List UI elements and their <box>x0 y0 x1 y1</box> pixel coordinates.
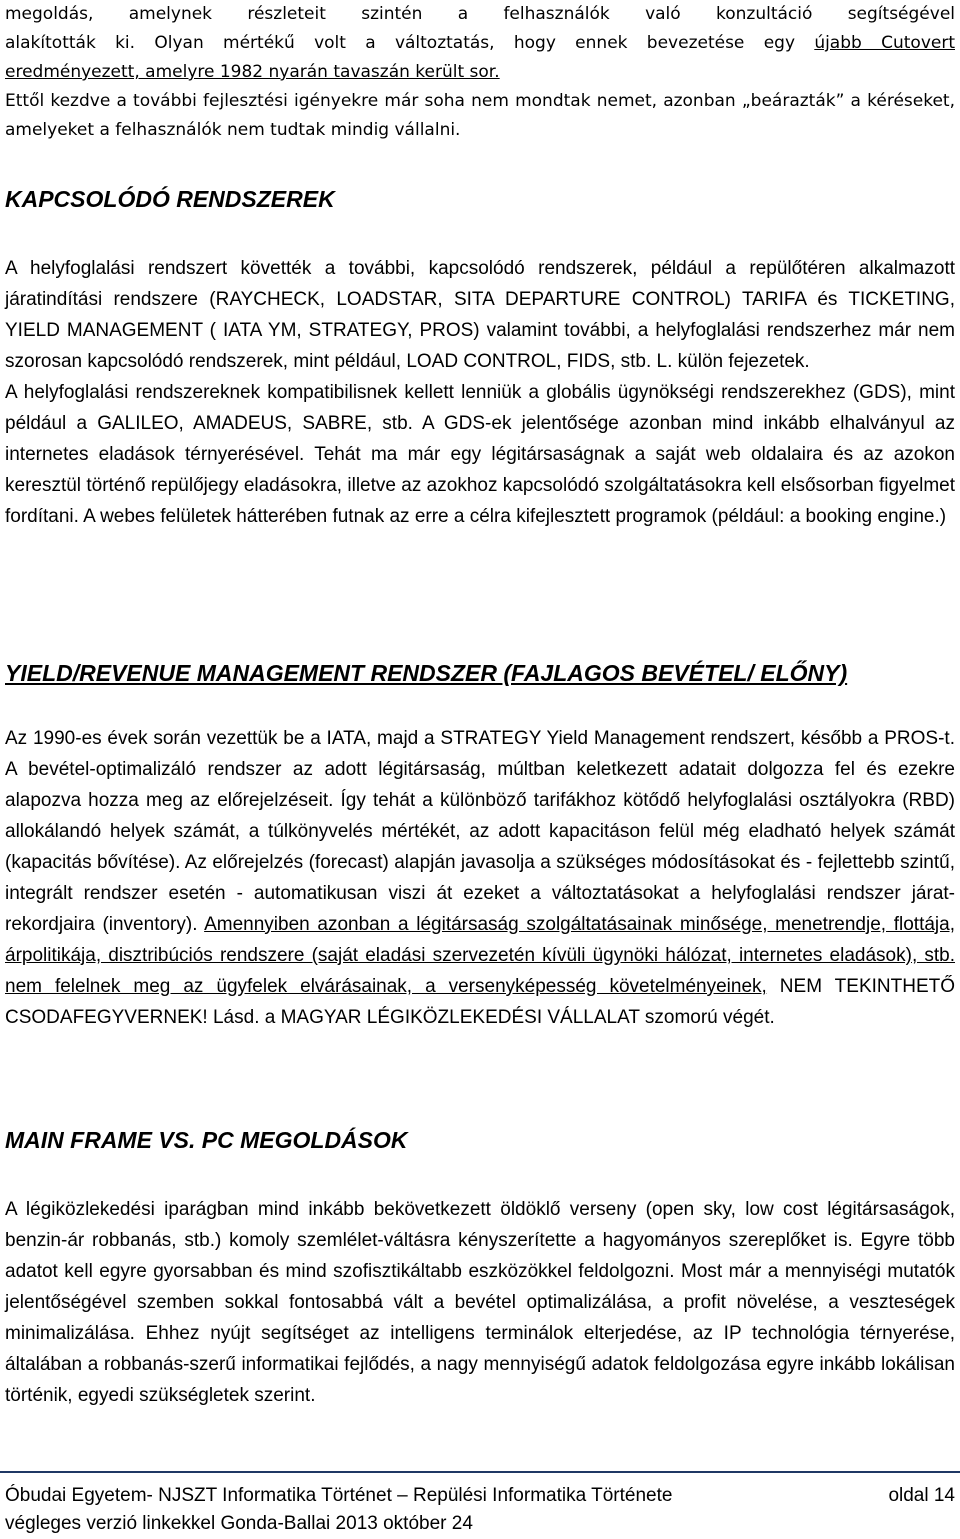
footer-page-number: oldal 14 <box>888 1485 955 1506</box>
section3-body <box>5 1194 955 1411</box>
intro-line-1: megoldás, amelynek részleteit szintén a felhasználók való konzultáció segítségével <box>5 4 955 24</box>
section3-paragraph: A légiközlekedési iparágban mind inkább bekövetkezett öldöklő verseny (open sky, low cost légitársaságok, benzin-ár robbanás, stb.) komoly szemlélet-váltásra kényszerítette a hagyományos szereplőket is. Egyre több adatot kell egyre gyorsabban és mind szofisztikáltabb eszközökkel feldolgozni. Most már a mennyiségi mutatók jelentőségével szemben sokkal fontosabbá vált a bevétel optimalizálása, a profit növelése, a veszteségek minimalizálása. Ehhez nyújt segítséget az intelligens terminálok elterjedése, az IP technológia térnyerése, általában a robbanás-szerű informatikai fejlődés, a nagy mennyiségű adatok feldolgozása egyre inkább lokálisan történik, egyedi szükségletek szerint. <box>5 1199 955 1406</box>
intro-paragraph-2: Ettől kezdve a további fejlesztési igényekre már soha nem mondtak nemet, azonban „beárazták” a kéréseket, amelyeket a felhasználók nem tudtak mindig vállalni. <box>5 91 955 140</box>
footer-divider <box>0 1471 960 1473</box>
footer-row-1 <box>5 1485 955 1507</box>
section2-underlined-text: Amennyiben azonban a légitársaság szolgáltatásainak minősége, menetrendje, flottája, árpolitikája, disztribúciós rendszere (saját eladási szervezetén kívüli ügynöki hálózat, internetes eladások), stb. nem felelnek meg az ügyfelek elvárásainak, a versenyképesség követelményeinek, <box>5 914 955 997</box>
intro-line-3: eredményezett, amelyre 1982 nyarán tavaszán került sor. <box>5 62 500 82</box>
section2-body <box>5 723 955 1033</box>
intro-line-2 <box>5 29 955 58</box>
section1-paragraph-1: A helyfoglalási rendszert követték a további, kapcsolódó rendszerek, például a repülőtéren alkalmazott járatindítási rendszere (RAYCHECK, LOADSTAR, SITA DEPARTURE CONTROL) TARIFA és TICKETING, YIELD MANAGEMENT ( IATA YM, STRATEGY, PROS) valamint további, a helyfoglalási rendszerhez már nem szorosan kapcsolódó rendszerek, mint például, LOAD CONTROL, FIDS, stb. L. külön fejezetek. <box>5 258 955 372</box>
section-heading-yield: YIELD/REVENUE MANAGEMENT RENDSZER (FAJLAGOS BEVÉTEL/ ELŐNY) <box>5 660 848 686</box>
intro-line-2-text: alakították ki. Olyan mértékű volt a változtatás, hogy ennek bevezetése egy <box>5 33 815 53</box>
section2-paragraph <box>5 723 955 1033</box>
section-heading-mainframe: MAIN FRAME VS. PC MEGOLDÁSOK <box>5 1127 408 1153</box>
section-heading-kapcsolodo: KAPCSOLÓDÓ RENDSZEREK <box>5 186 335 212</box>
footer <box>5 1485 955 1535</box>
section2-text-b: NEM TEKINTHETŐ CSODAFEGYVERNEK! Lásd. a MAGYAR LÉGIKÖZLEKEDÉSI VÁLLALAT szomorú végét. <box>5 976 956 1028</box>
section2-text-a: Az 1990-es évek során vezettük be a IATA, majd a STRATEGY Yield Management rendszert, később a PROS-t. A bevétel-optimalizáló rendszer az adott légitársaság, múltban keletkezett adatait dolgozza fel és ezekre alapozva hozza meg az előrejelzéseit. Így tehát a különböző tarifákhoz kötődő helyfoglalási osztályokra (RBD) allokálandó helyek számát, a túlkönyvelés mértékét, az adott kapacitáson felül még eladható helyek számát (kapacitás bővítése). Az előrejelzés (forecast) alapján javasolja a szükséges módosításokat és - fejlettebb szintű, integrált rendszer esetén - automatikusan viszi át ezeket a változtatásokat a helyfoglalási rendszer járat-rekordjaira (inventory). <box>5 728 955 935</box>
footer-version: végleges verzió linkekkel Gonda-Ballai 2013 október 24 <box>5 1513 473 1534</box>
section1-paragraph-2: A helyfoglalási rendszereknek kompatibilisnek kellett lenniük a globális ügynökségi rendszerekhez (GDS), mint például a GALILEO, AMADEUS, SABRE, stb. A GDS-ek jelentősége azonban mind inkább elhalványul az internetes eladások térnyerésével. Tehát ma már egy légitársaságnak a saját web oldalaira és az azokon keresztül történő repülőjegy eladásokra, illetve az azokhoz kapcsolódó szolgáltatásokra kell elsősorban figyelmet fordítani. A webes felületek hátterében futnak az erre a célra kifejlesztett programok (például: a booking engine.) <box>5 382 955 527</box>
intro-underlined-text: újabb Cutovert <box>814 33 955 53</box>
intro-block <box>5 0 955 145</box>
footer-title: Óbudai Egyetem- NJSZT Informatika Történet – Repülési Informatika Története <box>5 1485 673 1506</box>
section1-body <box>5 253 955 532</box>
